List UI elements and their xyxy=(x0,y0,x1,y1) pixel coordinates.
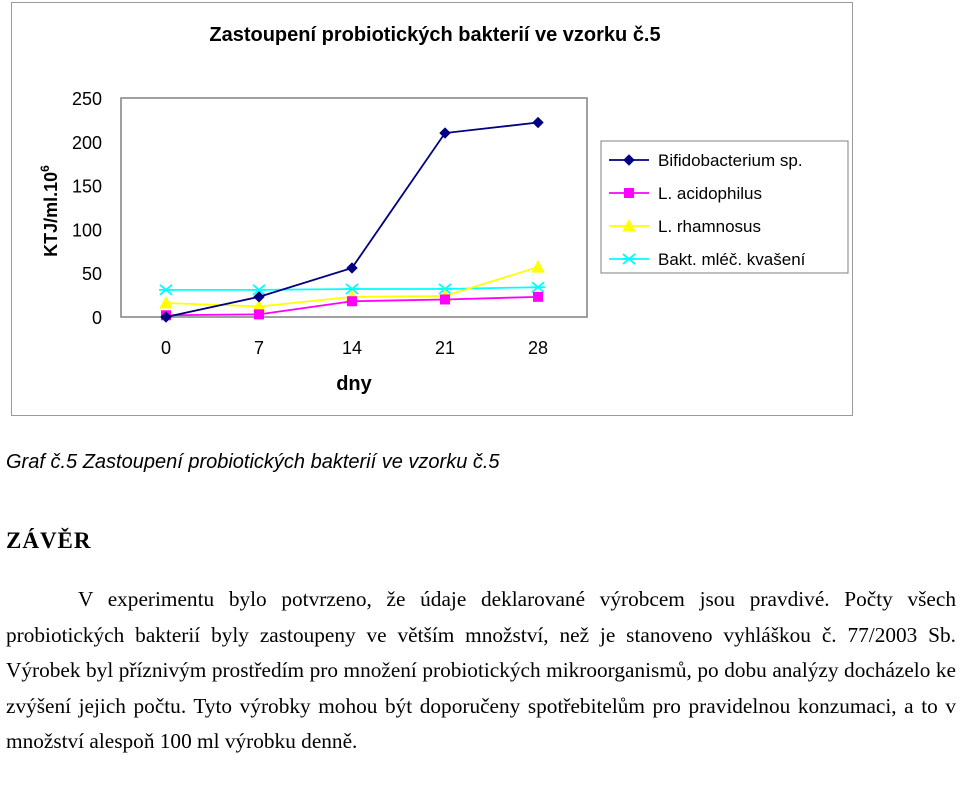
legend-label: L. rhamnosus xyxy=(658,217,761,236)
y-axis-label-exponent: 6 xyxy=(38,165,52,172)
x-tick-label: 7 xyxy=(253,338,265,358)
conclusion-paragraph: V experimentu bylo potvrzeno, že údaje deklarované výrobcem jsou pravdivé. Počty všech probiotických bakterií byly zastoupeny ve větším množství, než je stanoveno vyhláškou č. 77/2003 Sb. Výrobek byl příznivým prostředím pro množení probiotických mikroorganismů, po dobu analýzy docházelo ke zvýšení jejich počtu. Tyto výrobky mohou být doporučeny spotřebitelům pro pravidelnou konzumaci, a to v množství alespoň 100 ml výrobku denně. xyxy=(6,587,956,753)
y-tick-label: 50 xyxy=(81,264,102,285)
x-axis-label: dny xyxy=(336,373,372,395)
data-point xyxy=(441,295,450,304)
legend-label: Bakt. mléč. kvašení xyxy=(658,250,806,269)
legend-label: Bifidobacterium sp. xyxy=(658,151,803,170)
x-tick-label: 21 xyxy=(434,338,456,358)
legend xyxy=(601,141,848,273)
section-heading: ZÁVĚR xyxy=(6,528,92,553)
y-axis-label-base: KTJ/ml.10 xyxy=(41,171,61,257)
line-chart xyxy=(12,3,854,417)
chart-title: Zastoupení probiotických bakterií ve vzorku č.5 xyxy=(209,24,661,46)
y-axis-label xyxy=(38,165,61,257)
conclusion-text xyxy=(6,582,956,760)
y-tick-label: 150 xyxy=(71,176,102,197)
y-tick-label: 100 xyxy=(71,220,102,241)
data-point xyxy=(534,292,543,301)
x-tick-label: 14 xyxy=(341,338,363,358)
data-point xyxy=(255,310,264,319)
legend-marker xyxy=(625,189,634,198)
y-tick-label: 0 xyxy=(91,308,102,328)
data-point xyxy=(348,297,357,306)
chart-area xyxy=(11,2,853,416)
x-tick-labels xyxy=(161,338,548,358)
figure-caption: Graf č.5 Zastoupení probiotických bakterií ve vzorku č.5 xyxy=(6,451,500,473)
y-tick-label: 200 xyxy=(71,132,102,153)
y-tick-label: 250 xyxy=(71,89,102,109)
legend-label: L. acidophilus xyxy=(658,184,762,203)
y-tick-labels xyxy=(72,89,102,328)
x-tick-label: 0 xyxy=(160,338,172,358)
plot-border xyxy=(121,98,587,317)
plot-area xyxy=(121,98,587,317)
x-tick-label: 28 xyxy=(527,338,549,358)
